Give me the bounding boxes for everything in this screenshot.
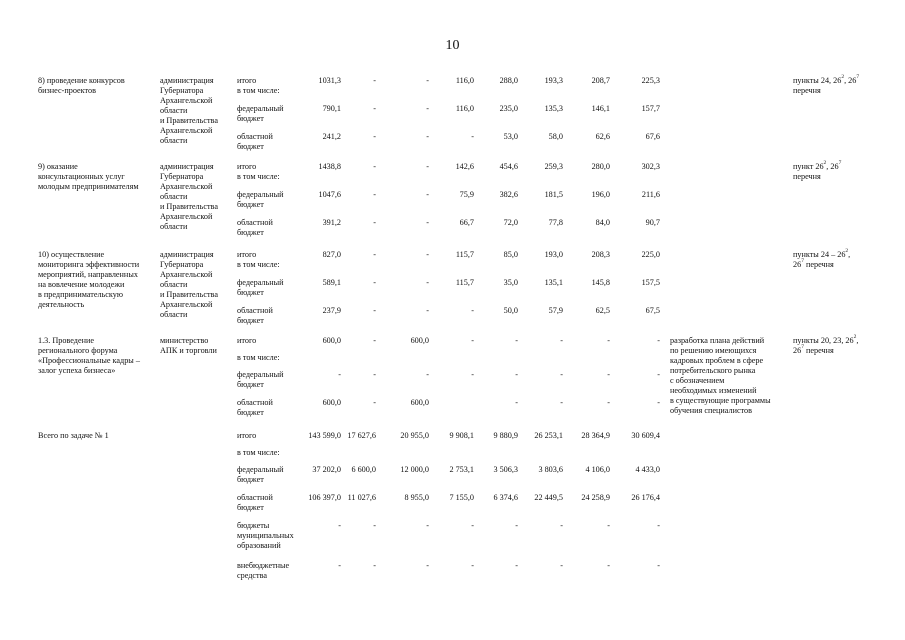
funding-value: 600,0 [322, 398, 341, 407]
funding-source-label: средства [237, 571, 268, 580]
executor-name: Архангельской [160, 300, 213, 309]
funding-value: 143 599,0 [308, 431, 341, 440]
funding-value: 600,0 [410, 336, 429, 345]
funding-value: - [607, 561, 610, 570]
executor-name: области [160, 106, 188, 115]
funding-source-label: в том числе: [237, 448, 280, 457]
funding-source-label: итого [237, 250, 257, 259]
funding-value: 90,7 [645, 218, 660, 227]
activity-name: молодым предпринимателям [38, 182, 139, 191]
funding-value: 67,5 [645, 306, 660, 315]
activity-name: регионального форума [38, 346, 118, 355]
funding-value: 11 027,6 [347, 493, 376, 502]
funding-value: - [607, 521, 610, 530]
list-points-reference: перечня [793, 172, 821, 181]
funding-value: 26 253,1 [534, 431, 563, 440]
funding-source-label: образований [237, 541, 281, 550]
funding-source-label: федеральный [237, 370, 284, 379]
funding-source-label: федеральный [237, 278, 284, 287]
funding-value: 37 202,0 [312, 465, 341, 474]
funding-value: 8 955,0 [404, 493, 429, 502]
funding-source-label: областной [237, 306, 273, 315]
funding-value: 589,1 [322, 278, 341, 287]
executor-name: области [160, 222, 188, 231]
funding-value: 6 600,0 [351, 465, 376, 474]
list-points-reference: пункты 20, 23, $26^2$, [793, 334, 859, 345]
funding-value: - [560, 521, 563, 530]
funding-value: - [657, 370, 660, 379]
funding-value: 4 433,0 [635, 465, 660, 474]
funding-value: 382,6 [499, 190, 518, 199]
funding-value: - [426, 521, 429, 530]
list-points-reference: перечня [793, 86, 821, 95]
funding-value: 193,3 [544, 76, 563, 85]
funding-value: 225,0 [641, 250, 660, 259]
activity-name: мониторинга эффективности [38, 260, 140, 269]
funding-value: - [338, 370, 341, 379]
funding-value: - [515, 521, 518, 530]
funding-value: 2 753,1 [449, 465, 474, 474]
funding-value: - [471, 370, 474, 379]
funding-value: - [515, 336, 518, 345]
funding-value: 35,0 [503, 278, 518, 287]
executor-name: и Правительства [160, 202, 218, 211]
funding-value: 193,0 [544, 250, 563, 259]
executor-name: администрация [160, 250, 214, 259]
funding-value: 196,0 [591, 190, 610, 199]
funding-source-label: областной [237, 493, 273, 502]
funding-source-label: итого [237, 431, 257, 440]
funding-value: - [515, 561, 518, 570]
funding-source-label: итого [237, 336, 257, 345]
expected-result: в существующие программы [670, 396, 771, 405]
funding-value: 225,3 [641, 76, 660, 85]
funding-source-label: бюджет [237, 408, 264, 417]
funding-value: 53,0 [503, 132, 518, 141]
funding-value: - [560, 336, 563, 345]
executor-name: области [160, 280, 188, 289]
funding-value: - [373, 250, 376, 259]
executor-name: Архангельской [160, 270, 213, 279]
funding-value: 28 364,9 [581, 431, 610, 440]
funding-value: - [373, 76, 376, 85]
funding-value: - [471, 306, 474, 315]
expected-result: необходимых изменений [670, 386, 757, 395]
superscript: 7 [801, 344, 804, 350]
funding-value: - [426, 132, 429, 141]
list-points-reference: пункты $24 - 26^2$, [793, 248, 851, 259]
funding-value: 62,5 [595, 306, 610, 315]
funding-value: - [657, 398, 660, 407]
funding-source-label: областной [237, 132, 273, 141]
funding-value: - [607, 370, 610, 379]
funding-value: 85,0 [503, 250, 518, 259]
superscript: 2 [823, 160, 827, 166]
funding-value: 157,7 [641, 104, 660, 113]
funding-value: 67,6 [645, 132, 660, 141]
funding-value: 22 449,5 [534, 493, 563, 502]
superscript: 7 [856, 74, 860, 80]
funding-value: 12 000,0 [400, 465, 429, 474]
list-points-reference: пункты 24, $26^2$, $26^7$ [793, 74, 860, 85]
funding-value: - [471, 132, 474, 141]
expected-result: разработка плана действий [670, 336, 765, 345]
funding-value: 20 955,0 [400, 431, 429, 440]
funding-value: 116,0 [455, 76, 474, 85]
funding-source-label: бюджет [237, 142, 264, 151]
funding-value: 157,5 [641, 278, 660, 287]
executor-name: и Правительства [160, 290, 218, 299]
funding-value: 77,8 [548, 218, 563, 227]
funding-source-label: бюджет [237, 316, 264, 325]
funding-value: 237,9 [322, 306, 341, 315]
funding-source-label: муниципальных [237, 531, 294, 540]
funding-value: - [657, 336, 660, 345]
funding-value: 600,0 [410, 398, 429, 407]
list-points-reference: пункт $26^2$, $26^7$ [793, 160, 842, 171]
funding-value: 1031,3 [318, 76, 341, 85]
activity-name: мероприятий, направленных [38, 270, 138, 279]
funding-value: 3 803,6 [538, 465, 563, 474]
executor-name: области [160, 136, 188, 145]
expected-result: обучения специалистов [670, 406, 753, 415]
funding-value: 241,2 [322, 132, 341, 141]
activity-name: Всего по задаче № 1 [38, 431, 109, 440]
funding-value: 259,3 [544, 162, 563, 171]
funding-source-label: бюджет [237, 380, 264, 389]
executor-name: и Правительства [160, 116, 218, 125]
funding-value: - [657, 521, 660, 530]
funding-value: 827,0 [322, 250, 341, 259]
funding-value: - [338, 561, 341, 570]
funding-source-label: бюджет [237, 503, 264, 512]
funding-value: 9 908,1 [449, 431, 474, 440]
funding-source-label: федеральный [237, 190, 284, 199]
funding-value: 181,5 [544, 190, 563, 199]
funding-value: - [426, 561, 429, 570]
superscript: 2 [853, 334, 857, 340]
superscript: 2 [845, 248, 849, 254]
list-points-reference: $26^7$ перечня [793, 344, 834, 355]
funding-value: 17 627,6 [347, 431, 376, 440]
funding-value: - [426, 250, 429, 259]
funding-source-label: в том числе: [237, 86, 280, 95]
funding-value: 142,6 [455, 162, 474, 171]
funding-source-label: бюджет [237, 475, 264, 484]
funding-source-label: в том числе: [237, 172, 280, 181]
executor-name: АПК и торговли [160, 346, 217, 355]
funding-value: 24 258,9 [581, 493, 610, 502]
funding-value: 146,1 [591, 104, 610, 113]
funding-value: - [373, 370, 376, 379]
funding-value: 280,0 [591, 162, 610, 171]
funding-value: 50,0 [503, 306, 518, 315]
activity-name: 1.3. Проведение [38, 336, 94, 345]
activity-name: бизнес-проектов [38, 86, 96, 95]
executor-name: Архангельской [160, 212, 213, 221]
activity-name: «Профессиональные кадры – [38, 356, 140, 365]
activity-name: 10) осуществление [38, 250, 105, 259]
executor-name: Архангельской [160, 126, 213, 135]
page-number: 10 [445, 38, 460, 53]
funding-value: 7 155,0 [449, 493, 474, 502]
funding-value: - [373, 336, 376, 345]
funding-value: 302,3 [641, 162, 660, 171]
funding-value: 116,0 [455, 104, 474, 113]
funding-value: 600,0 [322, 336, 341, 345]
funding-value: - [560, 370, 563, 379]
funding-source-label: бюджет [237, 288, 264, 297]
funding-value: 115,7 [455, 250, 474, 259]
funding-value: 135,3 [544, 104, 563, 113]
funding-source-label: федеральный [237, 104, 284, 113]
funding-source-label: в том числе: [237, 260, 280, 269]
funding-value: - [426, 190, 429, 199]
funding-value: - [373, 162, 376, 171]
funding-value: - [373, 561, 376, 570]
activity-name: на вовлечение молодежи [38, 280, 125, 289]
funding-value: - [426, 162, 429, 171]
funding-source-label: итого [237, 76, 257, 85]
funding-value: 391,2 [322, 218, 341, 227]
expected-result: по решению имеющихся [670, 346, 757, 355]
funding-value: - [426, 76, 429, 85]
list-points-reference: $26^7$ перечня [793, 258, 834, 269]
funding-value: - [373, 521, 376, 530]
funding-value: 135,1 [544, 278, 563, 287]
activity-name: в предпринимательскую [38, 290, 123, 299]
funding-value: 1047,6 [318, 190, 341, 199]
funding-value: 288,0 [499, 76, 518, 85]
funding-value: - [373, 306, 376, 315]
expected-result: кадровых проблем в сфере [670, 356, 764, 365]
funding-value: 790,1 [322, 104, 341, 113]
funding-value: - [560, 561, 563, 570]
superscript: 7 [838, 160, 842, 166]
funding-value: 57,9 [548, 306, 563, 315]
activity-name: залог успеха бизнеса» [38, 366, 116, 375]
executor-name: области [160, 310, 188, 319]
funding-value: - [607, 336, 610, 345]
funding-value: 115,7 [455, 278, 474, 287]
executor-name: Архангельской [160, 182, 213, 191]
expected-result: потребительского рынка [670, 366, 756, 375]
executor-name: Губернатора [160, 260, 204, 269]
funding-source-label: областной [237, 398, 273, 407]
funding-value: - [515, 398, 518, 407]
funding-value: 1438,8 [318, 162, 341, 171]
funding-value: - [373, 278, 376, 287]
funding-value: - [426, 370, 429, 379]
activity-name: 8) проведение конкурсов [38, 76, 125, 85]
funding-value: 208,7 [591, 76, 610, 85]
funding-source-label: итого [237, 162, 257, 171]
funding-value: 75,9 [459, 190, 474, 199]
funding-value: 145,8 [591, 278, 610, 287]
funding-value: - [373, 218, 376, 227]
funding-value: - [373, 132, 376, 141]
executor-name: Губернатора [160, 86, 204, 95]
executor-name: администрация [160, 76, 214, 85]
funding-value: - [657, 561, 660, 570]
funding-value: - [373, 190, 376, 199]
funding-value: 4 106,0 [585, 465, 610, 474]
funding-value: 106 397,0 [308, 493, 341, 502]
activity-name: консультационных услуг [38, 172, 125, 181]
funding-value: 208,3 [591, 250, 610, 259]
funding-value: - [471, 561, 474, 570]
activity-name: 9) оказание [38, 162, 78, 171]
funding-value: 66,7 [459, 218, 474, 227]
funding-source-label: бюджеты [237, 521, 270, 530]
funding-value: - [607, 398, 610, 407]
executor-name: администрация [160, 162, 214, 171]
superscript: 2 [841, 74, 845, 80]
funding-source-label: внебюджетные [237, 561, 290, 570]
funding-value: 26 176,4 [631, 493, 660, 502]
funding-value: - [426, 306, 429, 315]
funding-value: 235,0 [499, 104, 518, 113]
executor-name: министерство [160, 336, 209, 345]
funding-value: - [515, 370, 518, 379]
funding-value: 84,0 [595, 218, 610, 227]
funding-source-label: бюджет [237, 200, 264, 209]
funding-value: - [471, 521, 474, 530]
funding-source-label: федеральный [237, 465, 284, 474]
funding-value: - [373, 104, 376, 113]
funding-value: 58,0 [548, 132, 563, 141]
activity-name: деятельность [38, 300, 85, 309]
executor-name: области [160, 192, 188, 201]
executor-name: Губернатора [160, 172, 204, 181]
funding-value: 30 609,4 [631, 431, 660, 440]
funding-value: 62,6 [595, 132, 610, 141]
expected-result: с обозначением [670, 376, 725, 385]
superscript: 7 [801, 258, 804, 264]
funding-source-label: бюджет [237, 228, 264, 237]
executor-name: Архангельской [160, 96, 213, 105]
funding-source-label: областной [237, 218, 273, 227]
funding-value: - [338, 521, 341, 530]
funding-value: - [426, 278, 429, 287]
funding-value: - [426, 218, 429, 227]
funding-value: 454,6 [499, 162, 518, 171]
funding-value: 72,0 [503, 218, 518, 227]
funding-source-label: бюджет [237, 114, 264, 123]
funding-source-label: в том числе: [237, 353, 280, 362]
funding-value: 6 374,6 [493, 493, 518, 502]
funding-value: 9 880,9 [493, 431, 518, 440]
funding-value: 211,6 [641, 190, 660, 199]
funding-value: - [426, 104, 429, 113]
funding-value: 3 506,3 [493, 465, 518, 474]
funding-value: - [373, 398, 376, 407]
funding-value: - [471, 336, 474, 345]
funding-value: - [560, 398, 563, 407]
